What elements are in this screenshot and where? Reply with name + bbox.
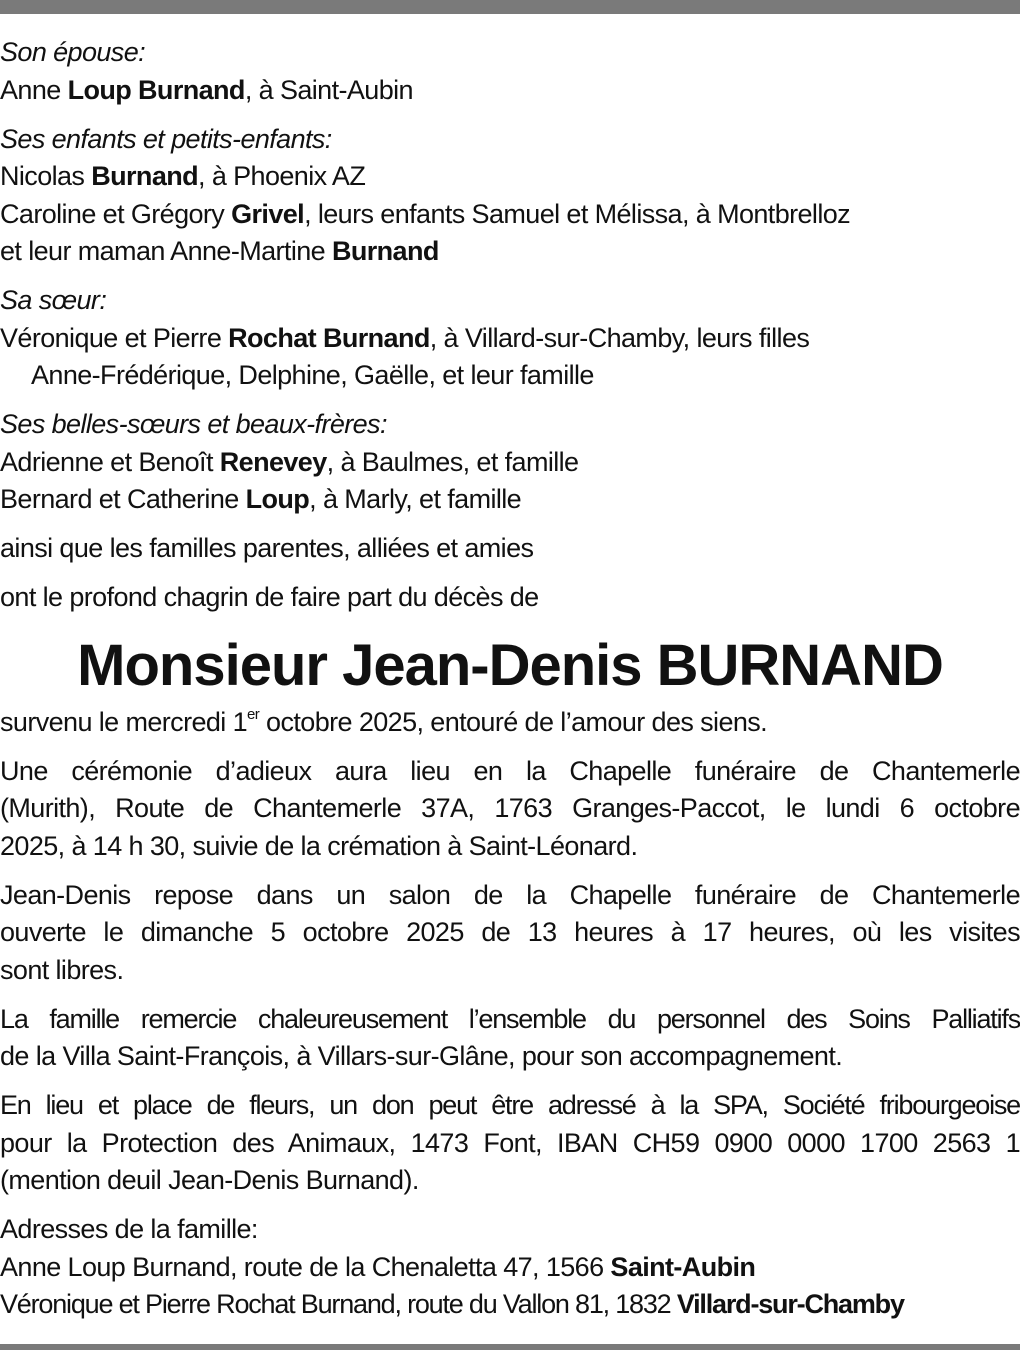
address-entry [0,1286,1020,1324]
ceremony-line: Une cérémonie d’adieux aura lieu en la Chapelle funéraire de Chantemerle [0,755,1020,786]
thanks-line: La famille remercie chaleureusement l’ensemble du personnel des Soins Palliatifs [0,1003,1020,1034]
inlaw2-place: , à Marly, et famille [309,484,522,514]
inlaws-section [0,406,1020,519]
top-rule [0,0,1020,14]
sister-first: Véronique et Pierre [0,322,229,353]
death-pre: survenu le mercredi 1 [0,706,248,737]
child2-place: , leurs enfants Samuel et Mélissa, à Montbrelloz [304,198,851,229]
spouse-section [0,34,1020,109]
ceremony-line: (Murith), Route de Chantemerle 37A, 1763 Granges-Paccot, le lundi 6 octobre [0,793,1020,823]
relatives-text: ainsi que les familles parentes, alliées et amies [0,533,534,563]
inlaws-heading: Ses belles-sœurs et beaux-frères: [0,409,387,439]
inlaw2-last: Loup [245,484,310,514]
death-line [0,704,1020,742]
inlaw1-last: Renevey [219,446,327,477]
children-section [0,121,1020,271]
death-text [0,704,1020,742]
spouse-entry [0,72,1020,110]
ceremony-line: 2025, à 14 h 30, suivie de la crémation à Saint-Léonard. [0,830,638,861]
address1-town: Saint-Aubin [610,1251,756,1282]
sister-place: , à Villard-sur-Chamby, leurs filles [429,322,810,353]
visits-line: ouverte le dimanche 5 octobre 2025 de 13 heures à 17 heures, où les visites [0,917,1020,947]
child-entry [0,158,1020,196]
child1-place: , à Phoenix AZ [198,161,366,191]
spouse-last: Loup Burnand [67,74,245,105]
sister-continuation: Anne-Frédérique, Delphine, Gaëlle, et leur famille [31,360,594,390]
donation-line: En lieu et place de fleurs, un don peut être adressé à la SPA, Société fribourgeoise [0,1090,1020,1120]
visits-paragraph [0,877,1020,990]
thanks-paragraph [0,1001,1020,1076]
address2-text: Véronique et Pierre Rochat Burnand, route du Vallon 81, 1832 [0,1289,677,1319]
addresses-section [0,1211,1020,1324]
death-ordinal: er [247,705,260,723]
address1-text: Anne Loup Burnand, route de la Chenaletta 47, 1566 [0,1251,611,1282]
spouse-heading: Son épouse: [0,37,146,67]
announce-text: ont le profond chagrin de faire part du décès de [0,582,539,612]
inlaw2-first: Bernard et Catherine [0,484,246,514]
visits-line: Jean-Denis repose dans un salon de la Chapelle funéraire de Chantemerle [0,879,1020,910]
relatives-line [0,530,1020,568]
spouse-first: Anne [0,74,68,105]
announce-line [0,579,1020,617]
inlaw1-place: , à Baulmes, et famille [326,446,579,477]
child2-last: Grivel [231,198,305,229]
sister-last: Rochat Burnand [228,322,430,353]
address2-town: Villard-sur-Chamby [676,1289,904,1319]
children-heading: Ses enfants et petits-enfants: [0,123,332,154]
inlaw1-first: Adrienne et Benoît [0,446,220,477]
death-post: octobre 2025, entouré de l’amour des siens. [259,706,768,737]
ceremony-paragraph [0,753,1020,866]
donation-line: pour la Protection des Animaux, 1473 Font, IBAN CH59 0900 0000 1700 2563 1 [0,1127,1020,1158]
child2b-last: Burnand [331,236,439,266]
visits-line: sont libres. [0,954,124,985]
inlaw-entry [0,481,1020,519]
spouse-place: , à Saint-Aubin [244,74,413,105]
sister-section [0,282,1020,395]
child1-last: Burnand [91,161,199,191]
obituary-notice [0,34,1020,1335]
donation-line: (mention deuil Jean-Denis Burnand). [0,1165,419,1195]
deceased-name: Monsieur Jean-Denis BURNAND [77,632,943,698]
thanks-line: de la Villa Saint-François, à Villars-sur-Glâne, pour son accompagnement. [0,1041,843,1071]
child2b-first: et leur maman Anne-Martine [0,236,332,266]
sister-heading: Sa sœur: [0,285,107,315]
inlaw-entry [0,444,1020,482]
sister-entry [0,320,1020,358]
child1-first: Nicolas [0,161,92,191]
address-entry [0,1249,1020,1287]
donation-paragraph [0,1087,1020,1200]
child-entry [0,233,1020,271]
child-entry [0,196,1020,234]
bottom-rule [0,1344,1020,1350]
child2-first: Caroline et Grégory [0,198,232,229]
addresses-heading: Adresses de la famille: [0,1214,258,1244]
